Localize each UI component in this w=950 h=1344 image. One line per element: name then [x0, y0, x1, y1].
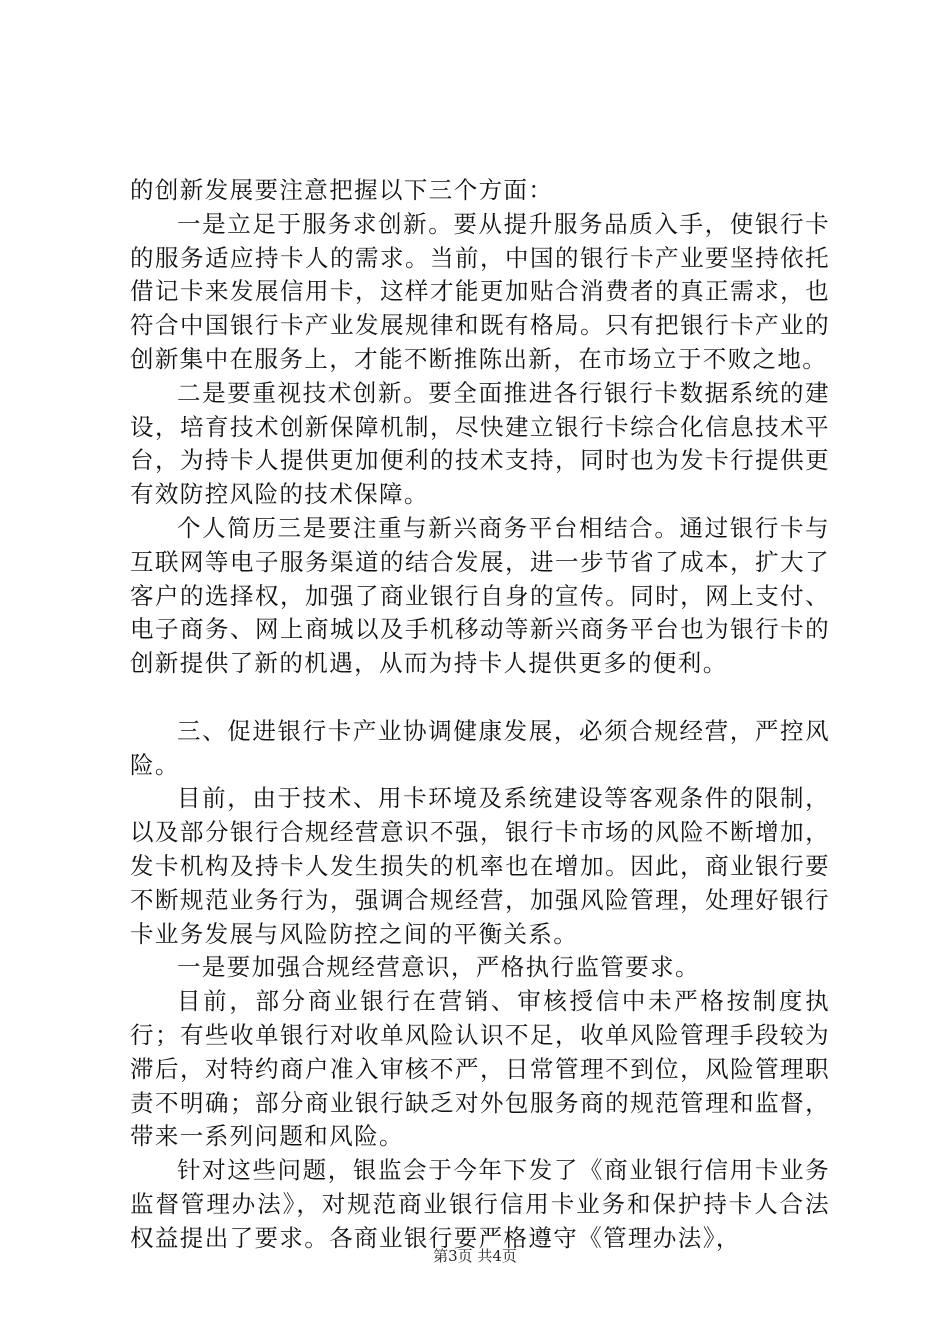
paragraph-bank-issues: 目前，部分商业银行在营销、审核授信中未严格按制度执行；有些收单银行对收单风险认识不足，收单风险管理手段较为滞后，对特约商户准入审核不严，日常管理不到位，风险管理职责不明确；部分商业银行缺乏对外包服务商的规范管理和监督，带来一系列问题和风险。 — [130, 987, 830, 1151]
paragraph-commerce-platform: 个人简历三是要注重与新兴商务平台相结合。通过银行卡与互联网等电子服务渠道的结合发展，进一步节省了成本，扩大了客户的选择权，加强了商业银行自身的宣传。同时，网上支付、电子商务、网上商城以及手机移动等新兴商务平台也为银行卡的创新提供了新的机遇，从而为持卡人提供更多的便利。 — [130, 513, 830, 678]
paragraph-compliance-heading: 一是要加强合规经营意识，严格执行监管要求。 — [177, 953, 700, 982]
paragraph-regulation: 针对这些问题，银监会于今年下发了《商业银行信用卡业务监督管理办法》，对规范商业银行信用卡业务和保护持卡人合法权益提出了要求。各商业银行要严格遵守《管理办法》， — [130, 1156, 830, 1252]
page-number: 第3页 共4页 — [433, 1247, 517, 1265]
document-body — [130, 174, 830, 1256]
paragraph-service-innovation: 一是立足于服务求创新。要从提升服务品质入手，使银行卡的服务适应持卡人的需求。当前，中国的银行卡产业要坚持依托借记卡来发展信用卡，这样才能更加贴合消费者的真正需求，也符合中国银行卡产业发展规律和既有格局。只有把银行卡产业的创新集中在服务上，才能不断推陈出新，在市场立于不败之地。 — [130, 209, 830, 373]
paragraph-gap — [130, 681, 830, 715]
paragraph-tech-innovation: 二是要重视技术创新。要全面推进各行银行卡数据系统的建设，培育技术创新保障机制，尽快建立银行卡综合化信息技术平台，为持卡人提供更加便利的技术支持，同时也为发卡行提供更有效防控风险的技术保障。 — [130, 378, 830, 509]
paragraph-current-risks: 目前，由于技术、用卡环境及系统建设等客观条件的限制，以及部分银行合规经营意识不强，银行卡市场的风险不断增加，发卡机构及持卡人发生损失的机率也在增加。因此，商业银行要不断规范业务行为，强调合规经营，加强风险管理，处理好银行卡业务发展与风险防控之间的平衡关系。 — [130, 784, 830, 948]
paragraph-intro: 的创新发展要注意把握以下三个方面： — [130, 176, 554, 204]
section-heading-three: 三、促进银行卡产业协调健康发展，必须合规经营，严控风险。 — [130, 716, 830, 779]
